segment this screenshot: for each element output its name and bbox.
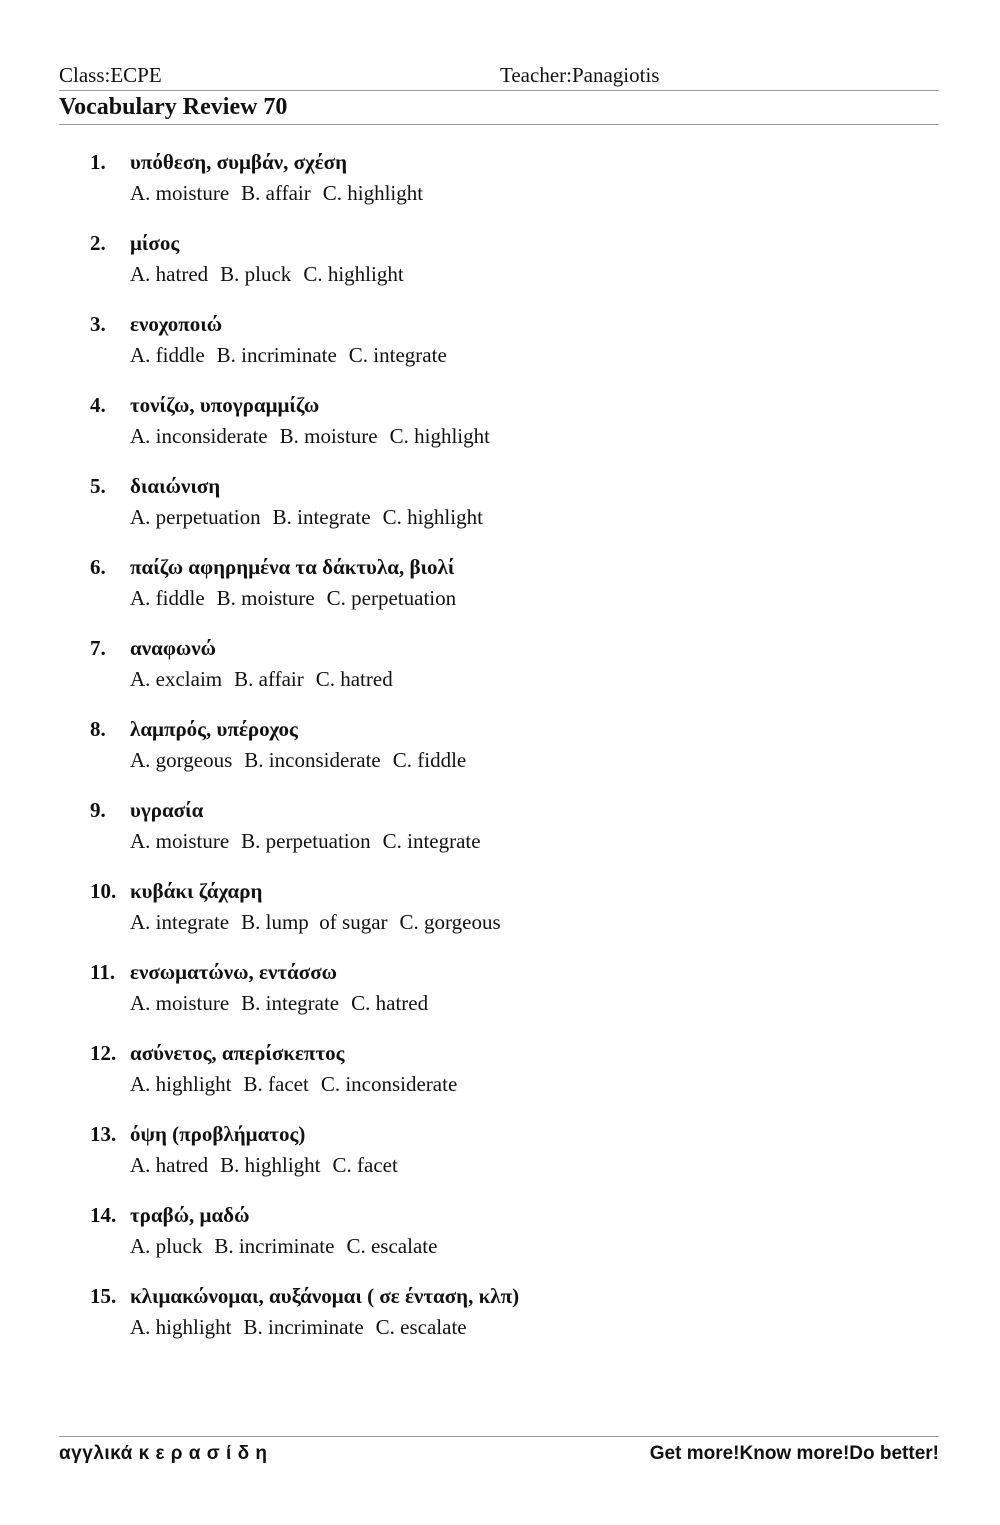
question-word: τονίζω, υπογραμμίζω [130,393,320,417]
answer-option[interactable]: C. fiddle [392,748,467,772]
answer-options [130,1234,449,1259]
answer-option[interactable]: A. gorgeous [130,748,233,772]
question-word: κλιμακώνομαι, αυξάνομαι ( σε ένταση, κλπ) [130,1284,520,1308]
question-word: όψη (προβλήματος) [130,1122,306,1146]
question-number: 9. [90,798,106,822]
answer-option[interactable]: A. moisture [130,991,230,1015]
question-number: 4. [90,393,106,417]
question-item [90,636,930,717]
answer-option[interactable]: B. moisture [216,586,315,610]
answer-options [130,262,416,287]
question-word: μίσος [130,231,180,255]
answer-option[interactable]: A. perpetuation [130,505,261,529]
question-number: 10. [90,879,117,903]
question-word: ενοχοποιώ [130,312,223,336]
answer-option[interactable]: A. hatred [130,1153,209,1177]
answer-options [130,505,495,530]
answer-option[interactable]: C. escalate [375,1315,467,1339]
answer-options [130,1072,469,1097]
answer-options [130,1153,410,1178]
answer-option[interactable]: C. highlight [389,424,490,448]
answer-option[interactable]: C. perpetuation [326,586,457,610]
answer-option[interactable]: A. fiddle [130,586,205,610]
answer-option[interactable]: C. facet [332,1153,398,1177]
answer-option[interactable]: A. pluck [130,1234,203,1258]
answer-option[interactable]: A. hatred [130,262,209,286]
answer-option[interactable]: C. hatred [351,991,429,1015]
answer-option[interactable]: C. inconsiderate [320,1072,458,1096]
answer-option[interactable]: A. integrate [130,910,230,934]
question-word: διαιώνιση [130,474,221,498]
question-number: 15. [90,1284,117,1308]
answer-option[interactable]: B. integrate [272,505,371,529]
question-number: 11. [90,960,116,984]
question-item [90,960,930,1041]
answer-option[interactable]: B. moisture [279,424,378,448]
answer-option[interactable]: B. inconsiderate [244,748,381,772]
answer-options [130,748,478,773]
answer-options [130,829,493,854]
answer-option[interactable]: C. highlight [303,262,404,286]
question-number: 5. [90,474,106,498]
answer-option[interactable]: A. inconsiderate [130,424,268,448]
page-title: Vocabulary Review 70 [59,94,288,120]
answer-option[interactable]: B. incriminate [214,1234,335,1258]
answer-options [130,586,468,611]
answer-option[interactable]: B. incriminate [216,343,337,367]
question-number: 6. [90,555,106,579]
question-word: ασύνετος, απερίσκεπτος [130,1041,345,1065]
answer-option[interactable]: B. affair [234,667,304,691]
answer-option[interactable]: A. highlight [130,1072,232,1096]
question-number: 13. [90,1122,117,1146]
answer-option[interactable]: C. integrate [348,343,447,367]
question-number: 7. [90,636,106,660]
question-word: λαμπρός, υπέροχος [130,717,298,741]
answer-option[interactable]: B. facet [243,1072,309,1096]
answer-option[interactable]: B. highlight [220,1153,321,1177]
answer-option[interactable]: B. affair [241,181,311,205]
header-bar [59,62,939,91]
answer-options [130,424,502,449]
answer-option[interactable]: A. exclaim [130,667,223,691]
answer-option[interactable]: C. hatred [315,667,393,691]
question-word: κυβάκι ζάχαρη [130,879,263,903]
question-item [90,1203,930,1284]
question-item [90,1041,930,1122]
class-label: Class:ECPE [59,63,162,87]
answer-option[interactable]: C. highlight [382,505,483,529]
answer-option[interactable]: A. fiddle [130,343,205,367]
answer-option[interactable]: C. gorgeous [399,910,501,934]
answer-option[interactable]: B. lump of sugar [241,910,388,934]
question-item [90,717,930,798]
question-item [90,150,930,231]
footer [59,1436,939,1477]
question-word: ενσωματώνω, εντάσσω [130,960,337,984]
question-number: 14. [90,1203,117,1227]
question-item [90,231,930,312]
question-item [90,474,930,555]
answer-options [130,1315,479,1340]
answer-option[interactable]: B. incriminate [243,1315,364,1339]
question-word: υπόθεση, συμβάν, σχέση [130,150,348,174]
answer-option[interactable]: A. moisture [130,181,230,205]
answer-options [130,667,405,692]
question-item [90,798,930,879]
question-number: 3. [90,312,106,336]
question-list [90,150,930,1365]
answer-option[interactable]: C. escalate [346,1234,438,1258]
answer-option[interactable]: B. pluck [220,262,292,286]
answer-option[interactable]: B. integrate [241,991,340,1015]
teacher-label: Teacher:Panagiotis [500,63,660,87]
footer-slogan: Get more!Know more!Do better! [649,1443,939,1464]
question-number: 12. [90,1041,117,1065]
question-item [90,879,930,960]
question-number: 2. [90,231,106,255]
question-item [90,393,930,474]
footer-brand: αγγλικά κ ε ρ α σ ί δ η [59,1443,268,1464]
question-number: 8. [90,717,106,741]
answer-option[interactable]: A. highlight [130,1315,232,1339]
answer-options [130,181,435,206]
question-word: παίζω αφηρημένα τα δάκτυλα, βιολί [130,555,455,579]
question-item [90,312,930,393]
question-item [90,555,930,636]
title-bar [59,93,939,125]
answer-option[interactable]: A. moisture [130,829,230,853]
question-word: αναφωνώ [130,636,217,660]
question-number: 1. [90,150,106,174]
answer-options [130,910,513,935]
question-word: τραβώ, μαδώ [130,1203,250,1227]
question-item [90,1122,930,1203]
answer-option[interactable]: B. perpetuation [241,829,371,853]
answer-option[interactable]: C. integrate [382,829,481,853]
question-item [90,1284,930,1365]
question-word: υγρασία [130,798,204,822]
answer-options [130,343,459,368]
answer-options [130,991,440,1016]
answer-option[interactable]: C. highlight [322,181,424,205]
